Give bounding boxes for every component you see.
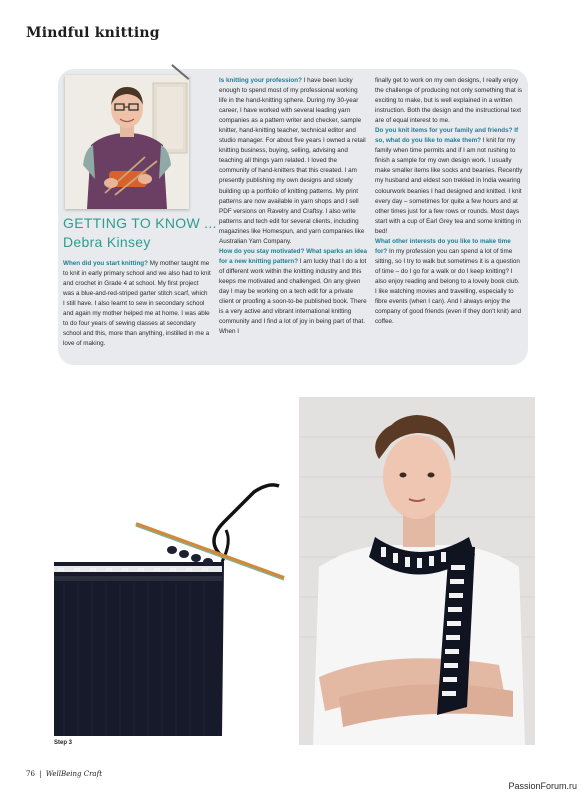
answer: finally get to work on my own designs, I really enjoy the challenge of producing not only something that is exciting to make, but is well explained in a written instruction. Both the design and the instructional text are of equal interest to me. bbox=[375, 77, 523, 125]
section-title: Mindful knitting bbox=[26, 25, 160, 41]
paragraph bbox=[375, 76, 523, 126]
paragraph bbox=[375, 126, 523, 237]
model-scarf-photo bbox=[299, 397, 535, 745]
paragraph bbox=[219, 247, 367, 337]
paragraph bbox=[375, 237, 523, 327]
question: Do you knit items for your family and friends? If so, what do you like to make them? bbox=[375, 127, 519, 145]
question: When did you start knitting? bbox=[63, 260, 149, 267]
answer: I knit for my family when time permits and if I am not rushing to finish a sample for my own design work. I usually make smaller items like socks and beanies. Recently my husband and eldest son trekked in India wearing colourwork beanies I had designed and knitted. I knit every day – sometimes for quite a few hours and at other times just for a few rows or rounds. Most days start with a cup of Earl Grey tea and some knitting in bed! bbox=[375, 137, 523, 235]
answer: I have been lucky enough to spend most of my professional working life in the hand-knitting sphere. During my 30-year career, I have worked with several leading yarn companies as a pattern writer and checker, sample knitter, hand-knitting teacher, technical editor and studio manager. For about five years I owned a retail knitting business, buying, selling, advising and teaching all things yarn related. I loved the community of hand-knitters that this created. I am presently publishing my own designs and slowly building up a portfolio of knitting patterns. My print patterns are now available in yarn shops and I sell PDF versions on Ravelry and Craftsy. I also write patterns and tech edit for several clients, including magazines like Homespun, and yarn companies like Australian Yarn Company. bbox=[219, 77, 366, 245]
paragraph bbox=[63, 259, 211, 349]
portrait-photo bbox=[65, 75, 189, 209]
page-footer: 76 | WellBeing Craft bbox=[26, 770, 103, 778]
publication-name: WellBeing Craft bbox=[45, 770, 103, 778]
question: How do you stay motivated? What sparks an idea for a new knitting pattern? bbox=[219, 247, 368, 265]
interviewee-name: Debra Kinsey bbox=[63, 234, 151, 250]
answer: I am lucky that I do a lot of different work within the knitting industry and this keeps me motivated and challenged. On any given day I may be working on a tech edit for a private client or proofing a soon-to-be published book. There is a very active and vibrant international knitting community and I find a lot of joy in being part of that. When I bbox=[219, 257, 367, 336]
answer: In my profession you can spend a lot of time sitting, so I try to walk but sometimes it is a question of time – do I go for a walk or do I keep knitting? I also enjoy reading and belong to a lovely book club. I like watching movies and travelling, especially to fibre events (when I can). And I always enjoy the company of good friends (even if they don't knit) and coffee. bbox=[375, 247, 522, 326]
watermark: PassionForum.ru bbox=[508, 781, 577, 791]
text-column-3 bbox=[375, 76, 523, 327]
page-number: 76 bbox=[26, 770, 35, 778]
interview-heading: GETTING TO KNOW ... bbox=[63, 215, 217, 231]
answer: My mother taught me to knit in early primary school and we also had to knit and crochet in Grade 4 at school. My first project was a blue-and-red-striped garter stitch scarf, which I still have. I also learnt to sew in secondary school and again my mother helped me at home. I was able to do four years of sewing classes at secondary school and this, more than anything, instilled in me a love of making. bbox=[63, 260, 211, 348]
paragraph bbox=[219, 76, 367, 247]
question: Is knitting your profession? bbox=[219, 77, 302, 84]
text-column-2 bbox=[219, 76, 367, 337]
question: What other interests do you like to make time for? bbox=[375, 237, 511, 255]
knitting-step-photo bbox=[54, 482, 290, 736]
image-caption: Step 3 bbox=[54, 740, 73, 746]
text-column-1 bbox=[63, 259, 211, 349]
